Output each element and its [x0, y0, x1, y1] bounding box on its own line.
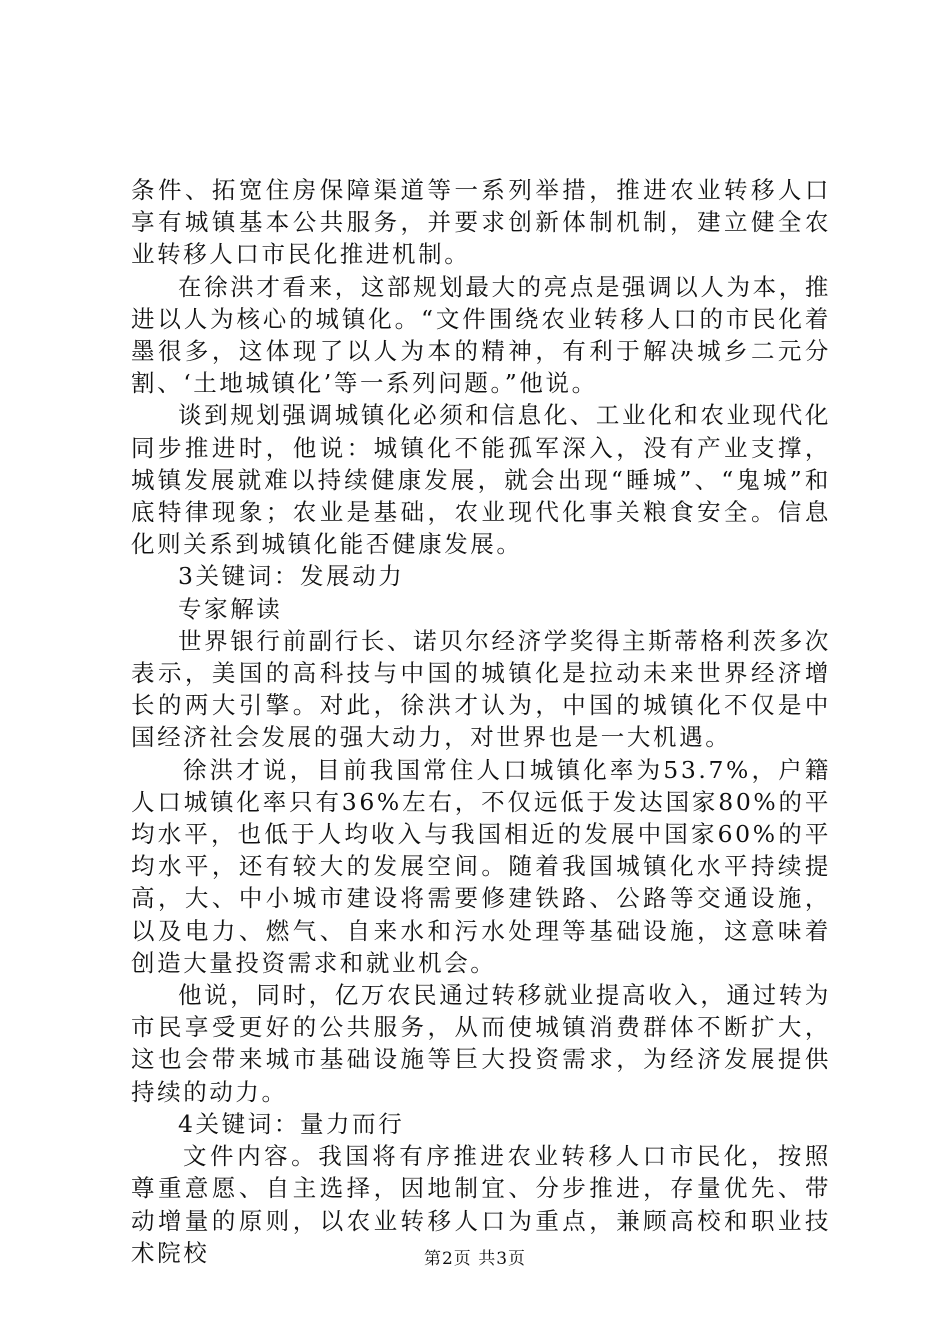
document-body	[131, 174, 831, 1269]
paragraph-world-bank: 世界银行前副行长、诺贝尔经济学奖得主斯蒂格利茨多次表示，美国的高科技与中国的城镇化是拉动未来世界经济增长的两大引擎。对此，徐洪才认为，中国的城镇化不仅是中国经济社会发展的强大动力，对世界也是一大机遇。	[131, 626, 831, 752]
paragraph-document-content: 文件内容。我国将有序推进农业转移人口市民化，按照尊重意愿、自主选择，因地制宜、分步推进，存量优先、带动增量的原则，以农业转移人口为重点，兼顾高校和职业技术院校	[131, 1142, 831, 1267]
paragraph-continuation: 条件、拓宽住房保障渠道等一系列举措，推进农业转移人口享有城镇基本公共服务，并要求创新体制机制，建立健全农业转移人口市民化推进机制。	[131, 176, 831, 269]
page-footer: 第2页 共3页	[423, 1249, 527, 1269]
section-heading-3: 3关键词：发展动力	[178, 562, 405, 591]
subheading-expert-interpretation: 专家解读	[178, 594, 283, 623]
paragraph-people-centered: 在徐洪才看来，这部规划最大的亮点是强调以人为本，推进以人为核心的城镇化。“文件围绕农业转移人口的市民化着墨很多，这体现了以人为本的精神，有利于解决城乡二元分割、‘土地城镇化’等一系列问题。”他说。	[131, 272, 831, 398]
paragraph-synchronized-development: 谈到规划强调城镇化必须和信息化、工业化和农业现代化同步推进时，他说：城镇化不能孤军深入，没有产业支撑，城镇发展就难以持续健康发展，就会出现“睡城”、“鬼城”和底特律现象；农业是基础，农业现代化事关粮食安全。信息化则关系到城镇化能否健康发展。	[131, 401, 831, 559]
section-heading-4: 4关键词：量力而行	[178, 1109, 405, 1138]
paragraph-urbanization-rate: 徐洪才说，目前我国常住人口城镇化率为53.7%，户籍人口城镇化率只有36%左右，不仅远低于发达国家80%的平均水平，也低于人均收入与我国相近的发展中国家60%的平均水平，还有较大的发展空间。随着我国城镇化水平持续提高，大、中小城市建设将需要修建铁路、公路等交通设施，以及电力、燃气、自来水和污水处理等基础设施，这意味着创造大量投资需求和就业机会。	[131, 755, 831, 977]
paragraph-farmers-income: 他说，同时，亿万农民通过转移就业提高收入，通过转为市民享受更好的公共服务，从而使城镇消费群体不断扩大，这也会带来城市基础设施等巨大投资需求，为经济发展提供持续的动力。	[131, 981, 831, 1106]
